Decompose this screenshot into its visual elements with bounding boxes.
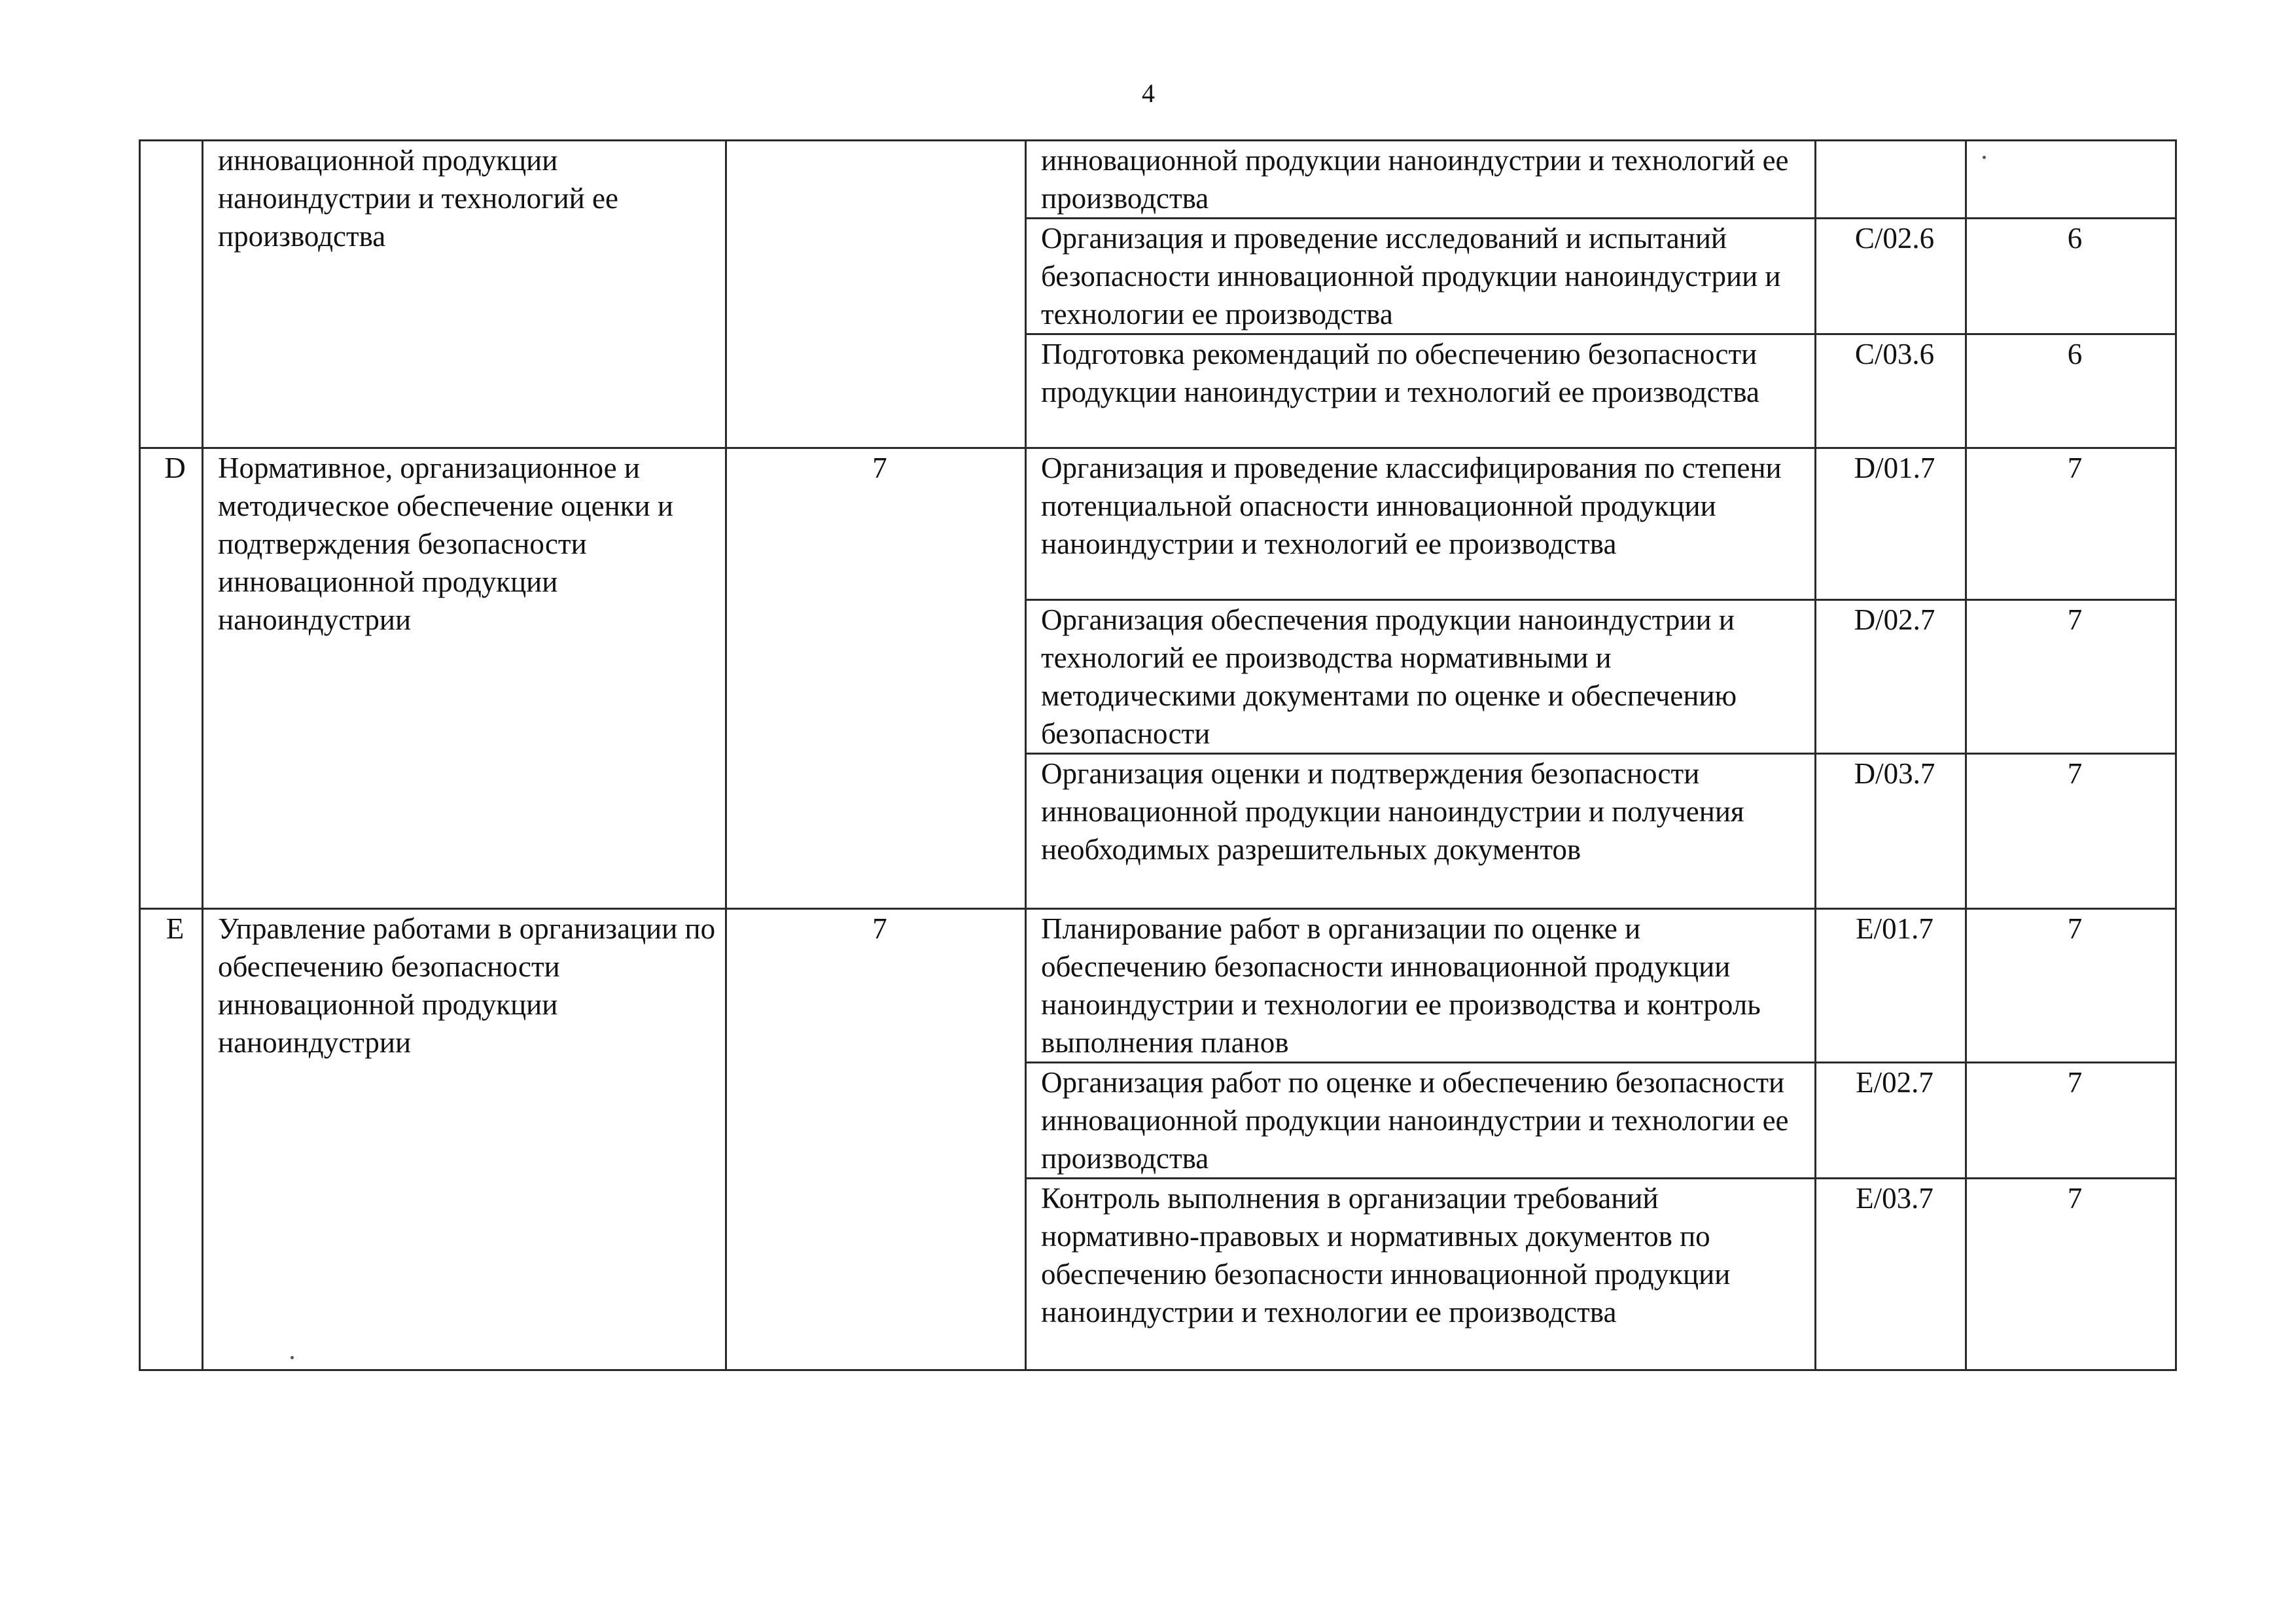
table-row bbox=[140, 141, 2176, 219]
subqualification-level-cell: 7 bbox=[1966, 1063, 2176, 1179]
functions-table bbox=[139, 139, 2177, 1371]
subqualification-level-cell: 7 bbox=[1966, 600, 2176, 754]
subqualification-level-cell: 6 bbox=[1966, 334, 2176, 448]
labor-function-cell: Подготовка рекомендаций по обеспечению безопасности продукции наноиндустрии и технологий ее производства bbox=[1026, 334, 1816, 448]
function-code-cell bbox=[1816, 141, 1966, 219]
function-code-cell: E/01.7 bbox=[1816, 909, 1966, 1063]
function-code-cell: E/02.7 bbox=[1816, 1063, 1966, 1179]
qualification-level-cell bbox=[726, 141, 1026, 448]
labor-function-cell: Организация обеспечения продукции наноиндустрии и технологий ее производства нормативными и методическими документами по оценке и обеспечению безопасности bbox=[1026, 600, 1816, 754]
labor-function-cell: Организация работ по оценке и обеспечению безопасности инновационной продукции наноиндустрии и технологии ее производства bbox=[1026, 1063, 1816, 1179]
subqualification-level-cell: 7 bbox=[1966, 1179, 2176, 1370]
table-row bbox=[140, 909, 2176, 1063]
generalized-function-cell: Нормативное, организационное и методическое обеспечение оценки и подтверждения безопасности инновационной продукции наноиндустрии bbox=[203, 448, 726, 909]
group-letter-cell: D bbox=[140, 448, 203, 909]
function-code-cell: C/03.6 bbox=[1816, 334, 1966, 448]
qualification-level-cell: 7 bbox=[726, 909, 1026, 1370]
subqualification-level-cell: 7 bbox=[1966, 448, 2176, 600]
scan-speck bbox=[291, 1356, 294, 1359]
generalized-function-cell: инновационной продукции наноиндустрии и технологий ее производства bbox=[203, 141, 726, 448]
subqualification-level-cell: 6 bbox=[1966, 219, 2176, 334]
labor-function-cell: Организация оценки и подтверждения безопасности инновационной продукции наноиндустрии и получения необходимых разрешительных документов bbox=[1026, 754, 1816, 909]
function-code-cell: C/02.6 bbox=[1816, 219, 1966, 334]
scan-speck bbox=[1983, 156, 1986, 159]
function-code-cell: D/03.7 bbox=[1816, 754, 1966, 909]
table-row bbox=[140, 448, 2176, 600]
function-code-cell: D/02.7 bbox=[1816, 600, 1966, 754]
labor-function-cell: Планирование работ в организации по оценке и обеспечению безопасности инновационной продукции наноиндустрии и технологии ее производства и контроль выполнения планов bbox=[1026, 909, 1816, 1063]
labor-function-cell: инновационной продукции наноиндустрии и технологий ее производства bbox=[1026, 141, 1816, 219]
labor-function-cell: Организация и проведение классифицирования по степени потенциальной опасности инновационной продукции наноиндустрии и технологий ее производства bbox=[1026, 448, 1816, 600]
labor-function-cell: Контроль выполнения в организации требований нормативно-правовых и нормативных документов по обеспечению безопасности инновационной продукции наноиндустрии и технологии ее производства bbox=[1026, 1179, 1816, 1370]
generalized-function-cell: Управление работами в организации по обеспечению безопасности инновационной продукции наноиндустрии bbox=[203, 909, 726, 1370]
group-letter-cell: E bbox=[140, 909, 203, 1370]
labor-function-cell: Организация и проведение исследований и испытаний безопасности инновационной продукции наноиндустрии и технологии ее производства bbox=[1026, 219, 1816, 334]
subqualification-level-cell: 7 bbox=[1966, 909, 2176, 1063]
subqualification-level-cell: 7 bbox=[1966, 754, 2176, 909]
function-code-cell: E/03.7 bbox=[1816, 1179, 1966, 1370]
page-number: 4 bbox=[1142, 79, 1155, 108]
qualification-level-cell: 7 bbox=[726, 448, 1026, 909]
group-letter-cell bbox=[140, 141, 203, 448]
subqualification-level-cell bbox=[1966, 141, 2176, 219]
function-code-cell: D/01.7 bbox=[1816, 448, 1966, 600]
